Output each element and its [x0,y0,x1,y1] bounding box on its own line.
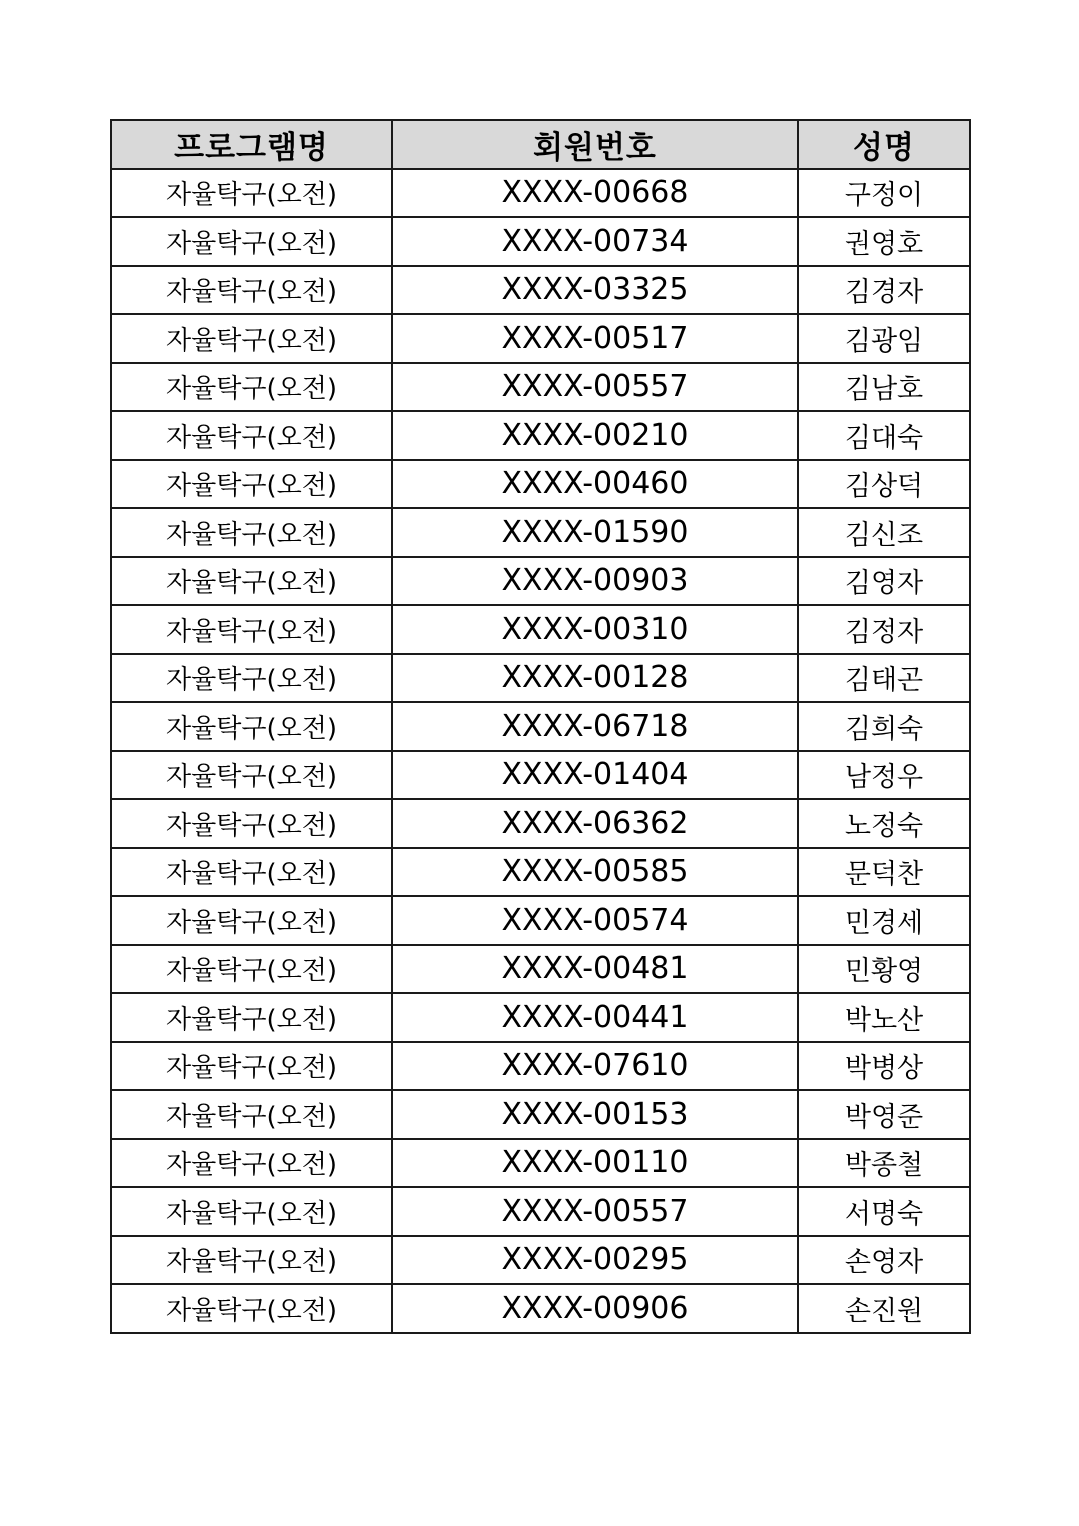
name-cell: 김태곤 [798,654,970,703]
member-number-cell: XXXX-00585 [392,848,798,897]
table-row [111,1236,970,1285]
table-row [111,1042,970,1091]
table-header [111,120,970,169]
header-row [111,120,970,169]
table-row [111,217,970,266]
name-cell: 민황영 [798,945,970,994]
member-number-cell: XXXX-00481 [392,945,798,994]
program-cell: 자율탁구(오전) [111,896,392,945]
program-cell: 자율탁구(오전) [111,1090,392,1139]
name-cell: 노정숙 [798,799,970,848]
program-cell: 자율탁구(오전) [111,993,392,1042]
name-cell: 박종철 [798,1139,970,1188]
table-body [111,169,970,1333]
header-member-number: 회원번호 [392,120,798,169]
name-cell: 손진원 [798,1284,970,1333]
name-cell: 구정이 [798,169,970,218]
name-cell: 문덕찬 [798,848,970,897]
name-cell: 김영자 [798,557,970,606]
member-number-cell: XXXX-00517 [392,314,798,363]
member-number-cell: XXXX-00210 [392,411,798,460]
table-row [111,1090,970,1139]
member-number-cell: XXXX-00110 [392,1139,798,1188]
name-cell: 박병상 [798,1042,970,1091]
table-row [111,314,970,363]
name-cell: 김희숙 [798,702,970,751]
header-name: 성명 [798,120,970,169]
program-cell: 자율탁구(오전) [111,1042,392,1091]
member-number-cell: XXXX-00128 [392,654,798,703]
table-row [111,557,970,606]
program-cell: 자율탁구(오전) [111,848,392,897]
table-row [111,896,970,945]
program-cell: 자율탁구(오전) [111,799,392,848]
table-row [111,169,970,218]
name-cell: 김남호 [798,363,970,412]
member-number-cell: XXXX-00668 [392,169,798,218]
table-row [111,654,970,703]
member-number-cell: XXXX-00460 [392,460,798,509]
name-cell: 김상덕 [798,460,970,509]
table-row [111,993,970,1042]
name-cell: 김광임 [798,314,970,363]
header-program: 프로그램명 [111,120,392,169]
member-number-cell: XXXX-00574 [392,896,798,945]
member-number-cell: XXXX-03325 [392,266,798,315]
member-number-cell: XXXX-01404 [392,751,798,800]
member-number-cell: XXXX-06362 [392,799,798,848]
program-cell: 자율탁구(오전) [111,702,392,751]
member-number-cell: XXXX-00441 [392,993,798,1042]
program-cell: 자율탁구(오전) [111,1236,392,1285]
table-row [111,605,970,654]
member-number-cell: XXXX-00734 [392,217,798,266]
name-cell: 남정우 [798,751,970,800]
table-row [111,411,970,460]
member-number-cell: XXXX-00557 [392,1187,798,1236]
member-number-cell: XXXX-00906 [392,1284,798,1333]
name-cell: 손영자 [798,1236,970,1285]
program-cell: 자율탁구(오전) [111,1187,392,1236]
name-cell: 박영준 [798,1090,970,1139]
program-cell: 자율탁구(오전) [111,654,392,703]
table-row [111,460,970,509]
table-row [111,848,970,897]
program-cell: 자율탁구(오전) [111,751,392,800]
program-cell: 자율탁구(오전) [111,314,392,363]
name-cell: 김경자 [798,266,970,315]
member-number-cell: XXXX-00903 [392,557,798,606]
table-row [111,945,970,994]
name-cell: 김정자 [798,605,970,654]
table-row [111,799,970,848]
table-row [111,508,970,557]
member-roster-table [110,119,971,1334]
table-row [111,751,970,800]
member-number-cell: XXXX-00295 [392,1236,798,1285]
program-cell: 자율탁구(오전) [111,557,392,606]
table-row [111,266,970,315]
program-cell: 자율탁구(오전) [111,1139,392,1188]
table-row [111,1139,970,1188]
table-row [111,363,970,412]
program-cell: 자율탁구(오전) [111,411,392,460]
name-cell: 김신조 [798,508,970,557]
name-cell: 서명숙 [798,1187,970,1236]
name-cell: 박노산 [798,993,970,1042]
member-number-cell: XXXX-00557 [392,363,798,412]
table-row [111,1284,970,1333]
member-number-cell: XXXX-01590 [392,508,798,557]
name-cell: 김대숙 [798,411,970,460]
member-number-cell: XXXX-06718 [392,702,798,751]
name-cell: 권영호 [798,217,970,266]
program-cell: 자율탁구(오전) [111,266,392,315]
program-cell: 자율탁구(오전) [111,508,392,557]
program-cell: 자율탁구(오전) [111,945,392,994]
program-cell: 자율탁구(오전) [111,605,392,654]
member-number-cell: XXXX-00310 [392,605,798,654]
program-cell: 자율탁구(오전) [111,217,392,266]
program-cell: 자율탁구(오전) [111,1284,392,1333]
name-cell: 민경세 [798,896,970,945]
member-number-cell: XXXX-00153 [392,1090,798,1139]
table-row [111,1187,970,1236]
member-number-cell: XXXX-07610 [392,1042,798,1091]
program-cell: 자율탁구(오전) [111,460,392,509]
program-cell: 자율탁구(오전) [111,363,392,412]
table-row [111,702,970,751]
program-cell: 자율탁구(오전) [111,169,392,218]
